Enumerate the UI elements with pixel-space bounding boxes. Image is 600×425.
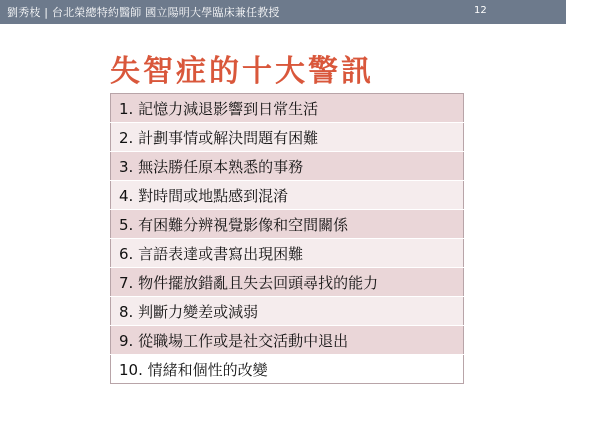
warning-item: 10. 情緒和個性的改變 (111, 355, 464, 384)
table-row (111, 123, 464, 152)
warning-item: 3. 無法勝任原本熟悉的事務 (111, 152, 464, 181)
warning-item: 9. 從職場工作或是社交活動中退出 (111, 326, 464, 355)
warning-item: 4. 對時間或地點感到混淆 (111, 181, 464, 210)
table-row (111, 152, 464, 181)
table-row (111, 210, 464, 239)
warning-signs-table (110, 93, 464, 384)
table-row (111, 181, 464, 210)
warning-item: 6. 言語表達或書寫出現困難 (111, 239, 464, 268)
table-row (111, 297, 464, 326)
warning-item: 7. 物件擺放錯亂且失去回頭尋找的能力 (111, 268, 464, 297)
table-row (111, 268, 464, 297)
warning-item: 5. 有困難分辨視覺影像和空間關係 (111, 210, 464, 239)
table-row (111, 239, 464, 268)
warning-item: 8. 判斷力變差或減弱 (111, 297, 464, 326)
warning-item: 1. 記憶力減退影響到日常生活 (111, 94, 464, 123)
table-row (111, 326, 464, 355)
table-row (111, 94, 464, 123)
page-number: 12 (474, 5, 487, 16)
header-bar (0, 0, 566, 24)
slide-title: 失智症的十大警訊 (110, 54, 374, 89)
table-row (111, 355, 464, 384)
header-text: 劉秀枝 | 台北榮總特約醫師 國立陽明大學臨床兼任教授 (7, 6, 280, 19)
warning-item: 2. 計劃事情或解決問題有困難 (111, 123, 464, 152)
